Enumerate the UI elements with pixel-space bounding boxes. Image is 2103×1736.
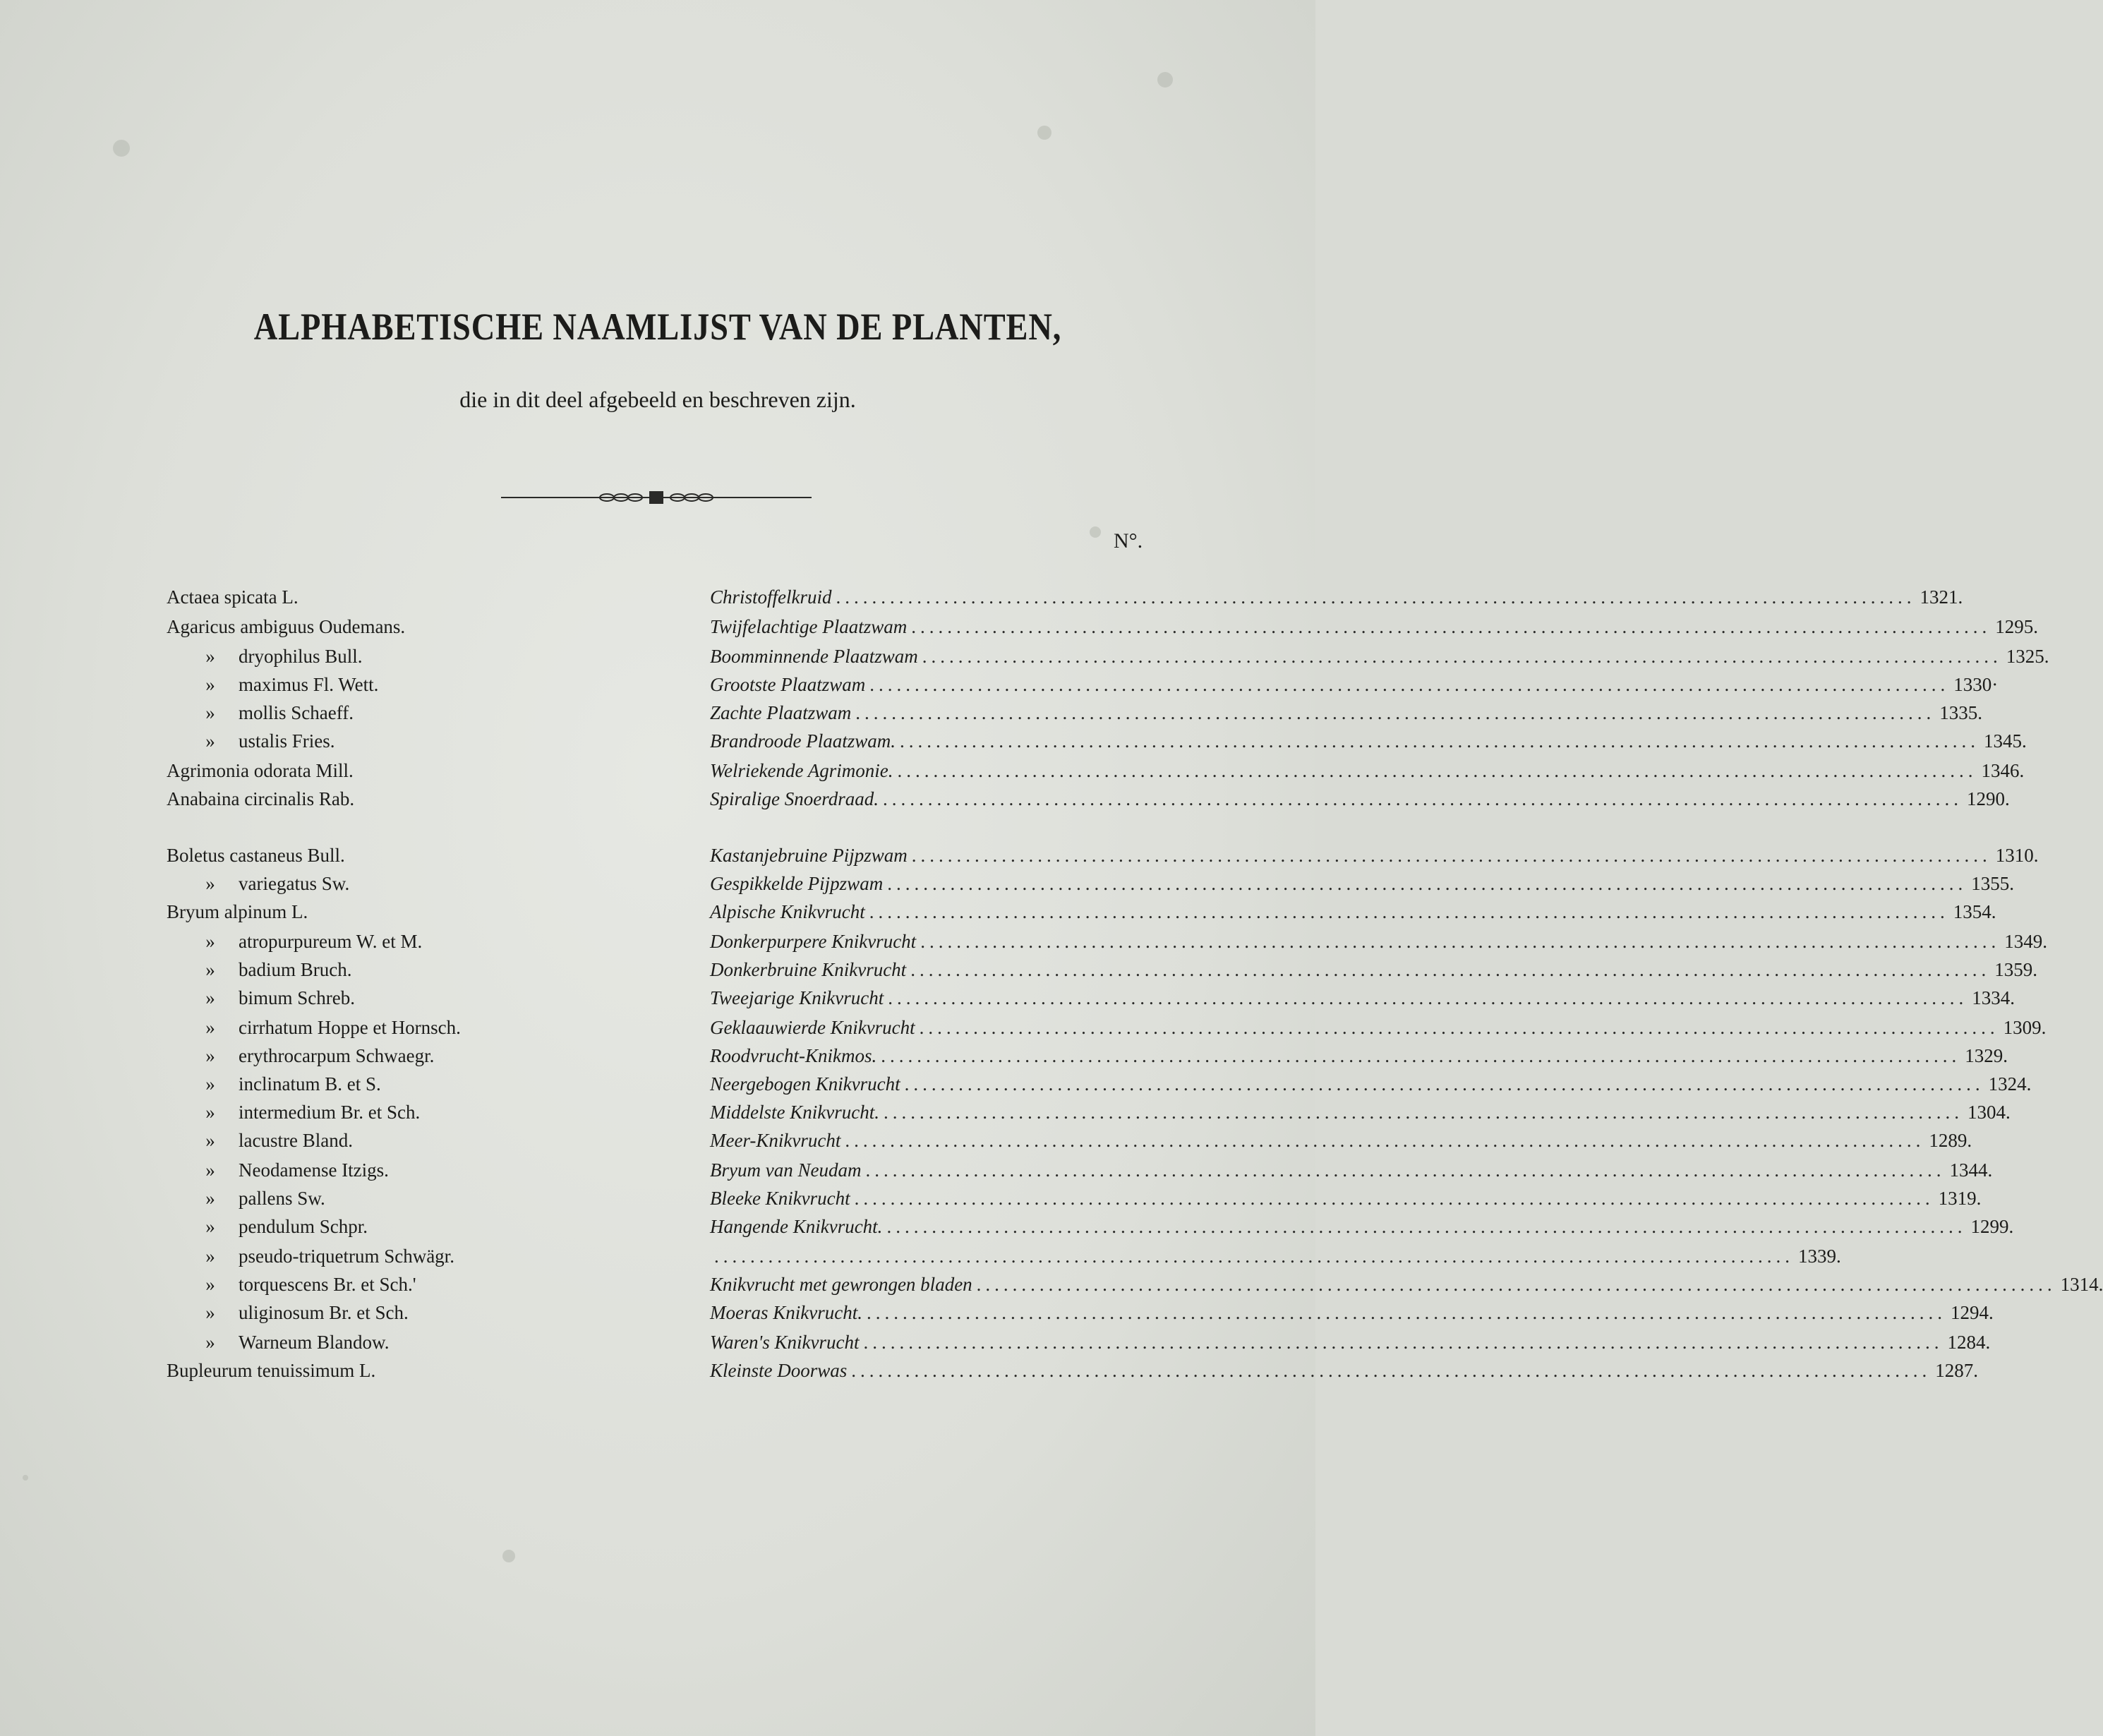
ditto-mark: » [205, 1017, 215, 1038]
dot-leader: ........................................................................................................................ [922, 646, 2002, 667]
list-item [167, 583, 1963, 611]
plate-number: 1299. [1970, 1216, 2014, 1237]
latin-name-text: Actaea spicata L. [167, 586, 299, 608]
dot-leader: ........................................................................................................................ [881, 1045, 1961, 1066]
dutch-name: Tweejarige Knikvrucht [710, 987, 884, 1008]
ditto-mark: » [205, 1302, 215, 1323]
latin-name-text: maximus Fl. Wett. [239, 674, 379, 695]
dutch-name: Meer-Knikvrucht [710, 1130, 841, 1151]
plate-number: 1359. [1994, 959, 2037, 980]
list-item [167, 1242, 1841, 1270]
list-item [167, 1356, 1979, 1385]
list-item [167, 1042, 2008, 1070]
ditto-mark: » [205, 1159, 215, 1181]
latin-name [167, 699, 354, 727]
plate-number: 1324. [1988, 1073, 2032, 1095]
paper-spot [502, 1550, 515, 1562]
dutch-name: Gespikkelde Pijpzwam [710, 873, 884, 894]
dutch-entry [710, 642, 2049, 670]
plate-number: 1321. [1920, 586, 1963, 608]
plate-number: 1284. [1947, 1332, 1991, 1353]
plate-number: 1346. [1981, 760, 2025, 781]
ditto-mark: » [205, 931, 215, 952]
list-item [167, 670, 1999, 699]
dutch-entry [710, 727, 2027, 755]
dot-leader: ........................................................................................................................ [836, 586, 1916, 608]
plate-number: 1319. [1938, 1188, 1982, 1209]
dutch-entry [710, 1270, 2103, 1298]
list-item [167, 785, 2010, 813]
latin-name [167, 727, 335, 755]
dutch-name: Middelste Knikvrucht. [710, 1102, 879, 1123]
list-item [167, 927, 2047, 956]
latin-name [167, 1356, 375, 1385]
dutch-name: Roodvrucht-Knikmos. [710, 1045, 877, 1066]
list-item [167, 1212, 2014, 1241]
dot-leader: ........................................................................................................................ [910, 959, 1991, 980]
latin-name-text: ustalis Fries. [239, 730, 335, 752]
dot-leader: ........................................................................................................................ [883, 1102, 1963, 1123]
dot-leader: ........................................................................................................................ [911, 845, 1991, 866]
dutch-entry [710, 1242, 1841, 1270]
dutch-entry [710, 1212, 2014, 1241]
ditto-mark: » [205, 1246, 215, 1267]
dot-leader: ........................................................................................................................ [855, 702, 1936, 723]
latin-name [167, 670, 378, 699]
dutch-name: Bleeke Knikvrucht [710, 1188, 850, 1209]
latin-name-text: Bryum alpinum L. [167, 901, 308, 922]
latin-name-text: Warneum Blandow. [239, 1332, 390, 1353]
dutch-name: Hangende Knikvrucht. [710, 1216, 883, 1237]
dutch-entry [710, 1328, 1991, 1356]
plate-number: 1290. [1967, 788, 2010, 809]
plate-number: 1294. [1950, 1302, 1994, 1323]
list-item [167, 642, 2049, 670]
paper-spot [113, 140, 130, 157]
plate-number: 1355. [1971, 873, 2014, 894]
plate-number: 1335. [1939, 702, 1982, 723]
latin-name [167, 785, 354, 813]
ditto-mark: » [205, 1102, 215, 1123]
latin-name [167, 1042, 434, 1070]
ditto-mark: » [205, 873, 215, 894]
latin-name [167, 1212, 368, 1241]
list-item [167, 1126, 1972, 1155]
plate-number: 1330· [1953, 674, 1999, 695]
list-item [167, 727, 2027, 755]
dutch-entry [710, 956, 2037, 984]
dutch-entry [710, 1298, 1994, 1327]
latin-name [167, 956, 351, 984]
dutch-entry [710, 670, 1999, 699]
page-subtitle: die in dit deel afgebeeld en beschreven zijn. [459, 387, 856, 412]
dot-leader: ........................................................................................................................ [854, 1188, 1934, 1209]
ditto-mark: » [205, 1332, 215, 1353]
latin-name-text: dryophilus Bull. [239, 646, 363, 667]
plate-number: 1304. [1967, 1102, 2011, 1123]
latin-name-text: Agaricus ambiguus Oudemans. [167, 616, 406, 637]
dot-leader: ........................................................................................................................ [919, 1017, 1999, 1038]
dot-leader: ........................................................................................................................ [869, 674, 1950, 695]
latin-name-text: badium Bruch. [239, 959, 352, 980]
latin-name-text: pendulum Schpr. [239, 1216, 368, 1237]
dutch-entry [710, 1042, 2008, 1070]
latin-name [167, 898, 308, 926]
ditto-mark: » [205, 702, 215, 723]
latin-name [167, 841, 345, 869]
latin-name [167, 1298, 409, 1327]
latin-name [167, 583, 299, 611]
dutch-entry [710, 757, 2025, 785]
list-item [167, 898, 1996, 926]
latin-name-text: Neodamense Itzigs. [239, 1159, 389, 1181]
plate-number: 1325. [2006, 646, 2049, 667]
dot-leader: ........................................................................................................................ [714, 1246, 1794, 1267]
plate-number: 1345. [1984, 730, 2027, 752]
plate-number: 1339. [1798, 1246, 1841, 1267]
list-item [167, 1098, 2011, 1126]
ditto-mark: » [205, 987, 215, 1008]
dutch-entry [710, 583, 1963, 611]
dutch-name: Donkerbruine Knikvrucht [710, 959, 907, 980]
list-item [167, 984, 2015, 1012]
dot-leader: ........................................................................................................................ [897, 760, 1977, 781]
dot-leader: ........................................................................................................................ [887, 873, 1968, 894]
latin-name-text: Agrimonia odorata Mill. [167, 760, 354, 781]
latin-name-text: torquescens Br. et Sch.' [239, 1274, 416, 1295]
ditto-mark: » [205, 1216, 215, 1237]
latin-name [167, 1242, 454, 1270]
plate-number: 1314. [2060, 1274, 2103, 1295]
dutch-entry [710, 1070, 2032, 1098]
latin-name-text: Bupleurum tenuissimum L. [167, 1360, 376, 1381]
latin-name [167, 1013, 461, 1042]
latin-name [167, 984, 355, 1012]
list-item [167, 956, 2037, 984]
ditto-mark: » [205, 959, 215, 980]
latin-name-text: pallens Sw. [239, 1188, 325, 1209]
ditto-mark: » [205, 1188, 215, 1209]
list-item [167, 1328, 1991, 1356]
plate-number: 1334. [1972, 987, 2015, 1008]
plate-number: 1349. [2004, 931, 2047, 952]
plate-number: 1295. [1995, 616, 2038, 637]
dot-leader: ........................................................................................................................ [865, 1159, 1946, 1181]
plate-number: 1309. [2003, 1017, 2047, 1038]
latin-name-text: bimum Schreb. [239, 987, 355, 1008]
dutch-entry [710, 699, 1982, 727]
latin-name [167, 1070, 381, 1098]
dot-leader: ........................................................................................................................ [900, 730, 1980, 752]
latin-name [167, 1328, 390, 1356]
latin-name [167, 1184, 325, 1212]
latin-name-text: Boletus castaneus Bull. [167, 845, 345, 866]
dutch-name: Kleinste Doorwas [710, 1360, 848, 1381]
dutch-name: Christoffelkruid [710, 586, 832, 608]
paper-spot [1090, 526, 1101, 538]
dutch-name: Twijfelachtige Plaatzwam [710, 616, 908, 637]
dutch-entry [710, 613, 2038, 641]
list-item [167, 1298, 1994, 1327]
dot-leader: ........................................................................................................................ [866, 1302, 1946, 1323]
plate-number: 1287. [1935, 1360, 1979, 1381]
latin-name [167, 927, 422, 956]
dutch-name: Zachte Plaatzwam [710, 702, 852, 723]
latin-name [167, 642, 363, 670]
dot-leader: ........................................................................................................................ [863, 1332, 1944, 1353]
dutch-name: Donkerpurpere Knikvrucht [710, 931, 917, 952]
list-item [167, 1270, 2103, 1298]
latin-name [167, 1126, 353, 1155]
dutch-name: Grootste Plaatzwam [710, 674, 866, 695]
plate-number: 1310. [1995, 845, 2039, 866]
plate-number: 1289. [1929, 1130, 1972, 1151]
paper-spot [23, 1475, 28, 1481]
dutch-name: Knikvrucht met gewrongen bladen [710, 1274, 972, 1295]
dutch-entry [710, 1126, 1972, 1155]
dutch-entry [710, 927, 2047, 956]
dot-leader: ........................................................................................................................ [851, 1360, 1932, 1381]
dutch-name: Waren's Knikvrucht [710, 1332, 860, 1353]
ditto-mark: » [205, 674, 215, 695]
ditto-mark: » [205, 1274, 215, 1295]
latin-name [167, 869, 349, 898]
dutch-entry [710, 785, 2010, 813]
dutch-name: Neergebogen Knikvrucht [710, 1073, 900, 1095]
dot-leader: ........................................................................................................................ [845, 1130, 1925, 1151]
dutch-entry [710, 869, 2014, 898]
latin-name-text: intermedium Br. et Sch. [239, 1102, 421, 1123]
dot-leader: ........................................................................................................................ [911, 616, 1991, 637]
dutch-name: Spiralige Snoerdraad. [710, 788, 879, 809]
latin-name-text: Anabaina circinalis Rab. [167, 788, 355, 809]
number-column-header: N°. [1114, 529, 1143, 553]
dutch-entry [710, 1156, 1993, 1184]
dot-leader: ........................................................................................................................ [920, 931, 2001, 952]
list-item [167, 869, 2014, 898]
dutch-name: Welriekende Agrimonie. [710, 760, 893, 781]
list-item [167, 699, 1982, 727]
latin-name-text: variegatus Sw. [239, 873, 350, 894]
latin-name [167, 1156, 389, 1184]
list-item [167, 1156, 1993, 1184]
latin-name-text: atropurpureum W. et M. [239, 931, 423, 952]
plate-number: 1354. [1953, 901, 1996, 922]
dutch-name: Kastanjebruine Pijpzwam [710, 845, 908, 866]
dutch-name: Brandroode Plaatzwam. [710, 730, 896, 752]
dutch-entry [710, 1013, 2047, 1042]
dutch-entry [710, 1098, 2011, 1126]
dutch-entry [710, 898, 1996, 926]
dot-leader: ........................................................................................................................ [888, 987, 1968, 1008]
paper-spot [1037, 126, 1052, 140]
latin-name [167, 1270, 416, 1298]
dutch-name: Moeras Knikvrucht. [710, 1302, 862, 1323]
dot-leader: ........................................................................................................................ [886, 1216, 1967, 1237]
dutch-entry [710, 984, 2015, 1012]
latin-name-text: pseudo-triquetrum Schwägr. [239, 1246, 454, 1267]
latin-name-text: inclinatum B. et S. [239, 1073, 381, 1095]
ditto-mark: » [205, 730, 215, 752]
dutch-entry [710, 841, 2039, 869]
latin-name [167, 1098, 420, 1126]
page-title: ALPHABETISCHE NAAMLIJST VAN DE PLANTEN, [253, 306, 1062, 348]
dot-leader: ........................................................................................................................ [869, 901, 1949, 922]
latin-name-text: erythrocarpum Schwaegr. [239, 1045, 435, 1066]
latin-name [167, 613, 405, 641]
dutch-entry [710, 1184, 1982, 1212]
dutch-name: Geklaauwierde Knikvrucht [710, 1017, 915, 1038]
ditto-mark: » [205, 1073, 215, 1095]
list-item [167, 1070, 2032, 1098]
list-item [167, 613, 2038, 641]
ditto-mark: » [205, 1130, 215, 1151]
paper-spot [1157, 72, 1173, 88]
list-item [167, 1184, 1982, 1212]
dutch-name: Boomminnende Plaatzwam [710, 646, 918, 667]
dot-leader: ........................................................................................................................ [904, 1073, 1984, 1095]
dutch-name: Alpische Knikvrucht [710, 901, 865, 922]
latin-name [167, 757, 354, 785]
dot-leader: ........................................................................................................................ [976, 1274, 2056, 1295]
latin-name-text: lacustre Bland. [239, 1130, 353, 1151]
dutch-name: Bryum van Neudam [710, 1159, 862, 1181]
ditto-mark: » [205, 1045, 215, 1066]
latin-name-text: cirrhatum Hoppe et Hornsch. [239, 1017, 461, 1038]
list-item [167, 841, 2039, 869]
plate-number: 1329. [1965, 1045, 2008, 1066]
list-item [167, 1013, 2047, 1042]
dot-leader: ........................................................................................................................ [883, 788, 1963, 809]
latin-name-text: mollis Schaeff. [239, 702, 354, 723]
dutch-entry [710, 1356, 1979, 1385]
latin-name-text: uliginosum Br. et Sch. [239, 1302, 409, 1323]
plate-number: 1344. [1949, 1159, 1993, 1181]
ditto-mark: » [205, 646, 215, 667]
list-item [167, 757, 2025, 785]
